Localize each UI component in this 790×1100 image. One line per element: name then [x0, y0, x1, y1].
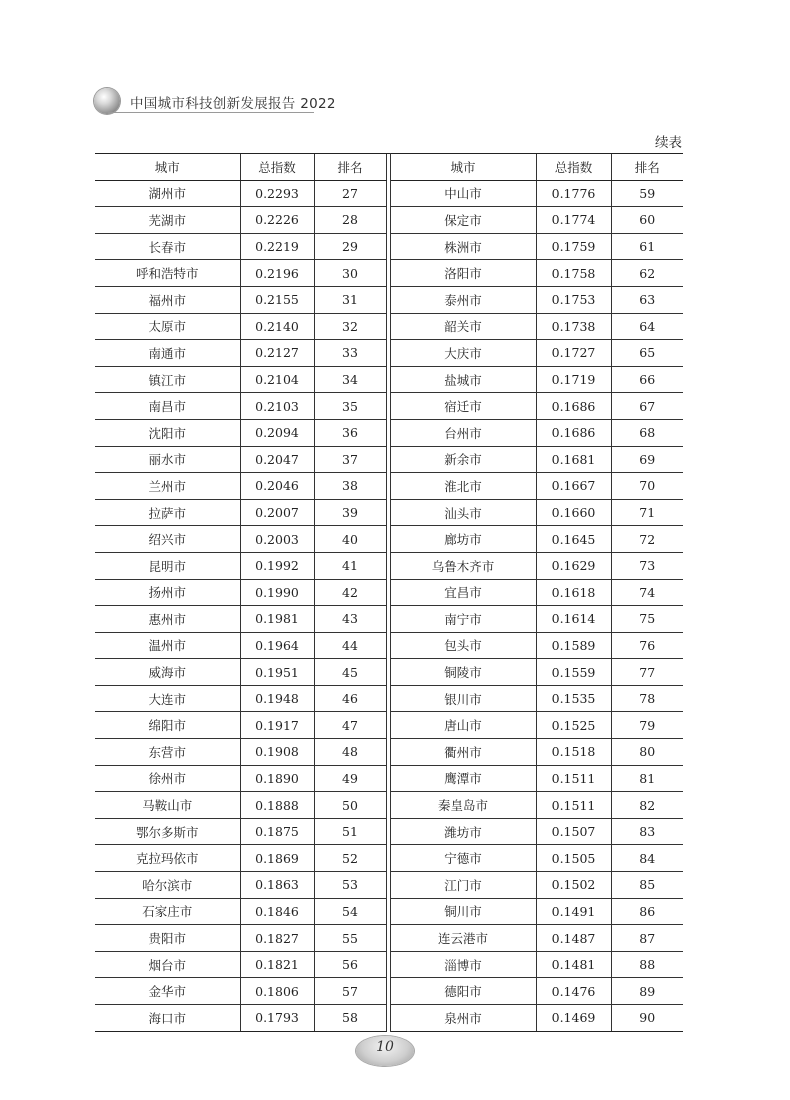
rank-cell: 66	[611, 366, 683, 393]
table-row	[95, 552, 683, 579]
rank-cell: 80	[611, 739, 683, 766]
index-cell: 0.1507	[536, 818, 611, 845]
column-header-city: 城市	[390, 154, 536, 181]
page-number-badge	[356, 1036, 414, 1066]
rank-cell: 67	[611, 393, 683, 420]
city-cell: 海口市	[95, 1005, 240, 1032]
rank-cell: 52	[314, 845, 386, 872]
table-row	[95, 792, 683, 819]
table-row	[95, 632, 683, 659]
city-cell: 淮北市	[390, 473, 536, 500]
index-cell: 0.1681	[536, 446, 611, 473]
index-cell: 0.1774	[536, 207, 611, 234]
index-cell: 0.1535	[536, 685, 611, 712]
column-header-index: 总指数	[240, 154, 314, 181]
continued-label: 续表	[655, 135, 682, 151]
city-cell: 汕头市	[390, 499, 536, 526]
rank-cell: 83	[611, 818, 683, 845]
rank-cell: 58	[314, 1005, 386, 1032]
index-cell: 0.1618	[536, 579, 611, 606]
city-cell: 马鞍山市	[95, 792, 240, 819]
index-cell: 0.1511	[536, 765, 611, 792]
table-row	[95, 579, 683, 606]
city-cell: 南通市	[95, 340, 240, 367]
index-cell: 0.2196	[240, 260, 314, 287]
city-cell: 石家庄市	[95, 898, 240, 925]
table-row	[95, 659, 683, 686]
index-cell: 0.1875	[240, 818, 314, 845]
rank-cell: 43	[314, 606, 386, 633]
rank-cell: 71	[611, 499, 683, 526]
city-cell: 泰州市	[390, 286, 536, 313]
rank-cell: 82	[611, 792, 683, 819]
city-cell: 东营市	[95, 739, 240, 766]
table-row	[95, 499, 683, 526]
index-cell: 0.1738	[536, 313, 611, 340]
index-cell: 0.1686	[536, 419, 611, 446]
rank-cell: 28	[314, 207, 386, 234]
table-row	[95, 473, 683, 500]
rank-cell: 74	[611, 579, 683, 606]
rank-cell: 75	[611, 606, 683, 633]
city-cell: 银川市	[390, 685, 536, 712]
city-cell: 徐州市	[95, 765, 240, 792]
city-cell: 中山市	[390, 180, 536, 207]
index-cell: 0.1948	[240, 685, 314, 712]
index-cell: 0.1990	[240, 579, 314, 606]
city-cell: 南宁市	[390, 606, 536, 633]
header-rule	[108, 112, 314, 113]
index-cell: 0.1589	[536, 632, 611, 659]
index-cell: 0.1793	[240, 1005, 314, 1032]
index-cell: 0.1525	[536, 712, 611, 739]
city-cell: 南昌市	[95, 393, 240, 420]
city-cell: 宁德市	[390, 845, 536, 872]
city-cell: 盐城市	[390, 366, 536, 393]
index-cell: 0.1759	[536, 233, 611, 260]
city-cell: 台州市	[390, 419, 536, 446]
table-row	[95, 419, 683, 446]
index-cell: 0.1719	[536, 366, 611, 393]
city-cell: 洛阳市	[390, 260, 536, 287]
index-cell: 0.1645	[536, 526, 611, 553]
city-cell: 新余市	[390, 446, 536, 473]
city-cell: 绵阳市	[95, 712, 240, 739]
report-title: 中国城市科技创新发展报告 2022	[130, 96, 336, 112]
city-cell: 长春市	[95, 233, 240, 260]
index-cell: 0.1518	[536, 739, 611, 766]
city-cell: 宜昌市	[390, 579, 536, 606]
city-cell: 秦皇岛市	[390, 792, 536, 819]
rank-cell: 44	[314, 632, 386, 659]
rank-cell: 36	[314, 419, 386, 446]
index-cell: 0.1686	[536, 393, 611, 420]
index-cell: 0.2140	[240, 313, 314, 340]
rank-cell: 63	[611, 286, 683, 313]
rank-cell: 81	[611, 765, 683, 792]
index-cell: 0.2226	[240, 207, 314, 234]
page-number: 10	[376, 1039, 394, 1055]
city-cell: 镇江市	[95, 366, 240, 393]
rank-cell: 41	[314, 552, 386, 579]
city-cell: 株洲市	[390, 233, 536, 260]
table-row	[95, 818, 683, 845]
city-cell: 韶关市	[390, 313, 536, 340]
index-cell: 0.1827	[240, 925, 314, 952]
table-row	[95, 978, 683, 1005]
rank-cell: 34	[314, 366, 386, 393]
city-cell: 大连市	[95, 685, 240, 712]
rank-cell: 39	[314, 499, 386, 526]
city-cell: 绍兴市	[95, 526, 240, 553]
table-row	[95, 340, 683, 367]
index-cell: 0.1667	[536, 473, 611, 500]
city-cell: 鄂尔多斯市	[95, 818, 240, 845]
column-header-index: 总指数	[536, 154, 611, 181]
rank-cell: 62	[611, 260, 683, 287]
rank-cell: 76	[611, 632, 683, 659]
city-cell: 铜川市	[390, 898, 536, 925]
table-row	[95, 606, 683, 633]
index-cell: 0.1727	[536, 340, 611, 367]
city-cell: 泉州市	[390, 1005, 536, 1032]
index-cell: 0.1559	[536, 659, 611, 686]
rank-cell: 50	[314, 792, 386, 819]
table-row	[95, 286, 683, 313]
city-cell: 拉萨市	[95, 499, 240, 526]
index-cell: 0.1776	[536, 180, 611, 207]
rank-cell: 53	[314, 872, 386, 899]
city-cell: 金华市	[95, 978, 240, 1005]
city-cell: 包头市	[390, 632, 536, 659]
city-cell: 贵阳市	[95, 925, 240, 952]
rank-cell: 35	[314, 393, 386, 420]
index-cell: 0.2046	[240, 473, 314, 500]
rank-cell: 64	[611, 313, 683, 340]
table-row	[95, 925, 683, 952]
table-row	[95, 446, 683, 473]
running-header	[94, 86, 336, 116]
rank-cell: 87	[611, 925, 683, 952]
rank-cell: 73	[611, 552, 683, 579]
rank-cell: 46	[314, 685, 386, 712]
table-row	[95, 712, 683, 739]
rank-cell: 59	[611, 180, 683, 207]
city-cell: 温州市	[95, 632, 240, 659]
index-cell: 0.1753	[536, 286, 611, 313]
table-row	[95, 233, 683, 260]
rank-cell: 65	[611, 340, 683, 367]
table-row	[95, 366, 683, 393]
city-cell: 威海市	[95, 659, 240, 686]
index-cell: 0.1476	[536, 978, 611, 1005]
city-cell: 衢州市	[390, 739, 536, 766]
table-row	[95, 207, 683, 234]
city-cell: 淄博市	[390, 951, 536, 978]
index-cell: 0.2103	[240, 393, 314, 420]
rank-cell: 51	[314, 818, 386, 845]
index-cell: 0.1888	[240, 792, 314, 819]
city-cell: 大庆市	[390, 340, 536, 367]
rank-cell: 54	[314, 898, 386, 925]
rank-cell: 84	[611, 845, 683, 872]
column-header-city: 城市	[95, 154, 240, 181]
rank-cell: 30	[314, 260, 386, 287]
index-cell: 0.1917	[240, 712, 314, 739]
rank-cell: 88	[611, 951, 683, 978]
table-row	[95, 898, 683, 925]
index-cell: 0.1806	[240, 978, 314, 1005]
rank-cell: 85	[611, 872, 683, 899]
index-cell: 0.1758	[536, 260, 611, 287]
index-cell: 0.1469	[536, 1005, 611, 1032]
index-cell: 0.2094	[240, 419, 314, 446]
table-row	[95, 393, 683, 420]
city-cell: 芜湖市	[95, 207, 240, 234]
ranking-table	[95, 153, 683, 1032]
rank-cell: 47	[314, 712, 386, 739]
rank-cell: 32	[314, 313, 386, 340]
city-cell: 哈尔滨市	[95, 872, 240, 899]
index-cell: 0.2219	[240, 233, 314, 260]
index-cell: 0.1964	[240, 632, 314, 659]
city-cell: 铜陵市	[390, 659, 536, 686]
table-row	[95, 685, 683, 712]
rank-cell: 27	[314, 180, 386, 207]
index-cell: 0.1821	[240, 951, 314, 978]
city-cell: 惠州市	[95, 606, 240, 633]
column-header-rank: 排名	[314, 154, 386, 181]
city-cell: 丽水市	[95, 446, 240, 473]
table-row	[95, 313, 683, 340]
city-cell: 潍坊市	[390, 818, 536, 845]
table-row	[95, 1005, 683, 1032]
table-row	[95, 872, 683, 899]
table-header-row	[95, 154, 683, 181]
rank-cell: 38	[314, 473, 386, 500]
table-row	[95, 739, 683, 766]
table-row	[95, 765, 683, 792]
rank-cell: 56	[314, 951, 386, 978]
index-cell: 0.1992	[240, 552, 314, 579]
rank-cell: 86	[611, 898, 683, 925]
sphere-logo-icon	[94, 88, 120, 114]
city-cell: 扬州市	[95, 579, 240, 606]
table-row	[95, 526, 683, 553]
table-row	[95, 260, 683, 287]
index-cell: 0.1614	[536, 606, 611, 633]
index-cell: 0.2155	[240, 286, 314, 313]
rank-cell: 90	[611, 1005, 683, 1032]
index-cell: 0.2047	[240, 446, 314, 473]
city-cell: 连云港市	[390, 925, 536, 952]
rank-cell: 29	[314, 233, 386, 260]
index-cell: 0.2104	[240, 366, 314, 393]
rank-cell: 45	[314, 659, 386, 686]
rank-cell: 78	[611, 685, 683, 712]
rank-cell: 55	[314, 925, 386, 952]
index-cell: 0.1505	[536, 845, 611, 872]
index-cell: 0.1487	[536, 925, 611, 952]
rank-cell: 77	[611, 659, 683, 686]
index-cell: 0.1481	[536, 951, 611, 978]
city-cell: 烟台市	[95, 951, 240, 978]
rank-cell: 48	[314, 739, 386, 766]
index-cell: 0.1491	[536, 898, 611, 925]
index-cell: 0.1502	[536, 872, 611, 899]
index-cell: 0.1908	[240, 739, 314, 766]
index-cell: 0.2003	[240, 526, 314, 553]
city-cell: 呼和浩特市	[95, 260, 240, 287]
table-row	[95, 180, 683, 207]
city-cell: 沈阳市	[95, 419, 240, 446]
index-cell: 0.2007	[240, 499, 314, 526]
city-cell: 太原市	[95, 313, 240, 340]
rank-cell: 69	[611, 446, 683, 473]
index-cell: 0.1869	[240, 845, 314, 872]
index-cell: 0.1846	[240, 898, 314, 925]
index-cell: 0.1629	[536, 552, 611, 579]
city-cell: 廊坊市	[390, 526, 536, 553]
rank-cell: 72	[611, 526, 683, 553]
city-cell: 兰州市	[95, 473, 240, 500]
rank-cell: 61	[611, 233, 683, 260]
rank-cell: 37	[314, 446, 386, 473]
index-cell: 0.1863	[240, 872, 314, 899]
city-cell: 昆明市	[95, 552, 240, 579]
rank-cell: 60	[611, 207, 683, 234]
city-cell: 克拉玛依市	[95, 845, 240, 872]
city-cell: 唐山市	[390, 712, 536, 739]
city-cell: 德阳市	[390, 978, 536, 1005]
rank-cell: 89	[611, 978, 683, 1005]
city-cell: 湖州市	[95, 180, 240, 207]
rank-cell: 31	[314, 286, 386, 313]
rank-cell: 79	[611, 712, 683, 739]
rank-cell: 70	[611, 473, 683, 500]
rank-cell: 42	[314, 579, 386, 606]
city-cell: 江门市	[390, 872, 536, 899]
index-cell: 0.2293	[240, 180, 314, 207]
rank-cell: 49	[314, 765, 386, 792]
rank-cell: 57	[314, 978, 386, 1005]
index-cell: 0.1890	[240, 765, 314, 792]
city-cell: 保定市	[390, 207, 536, 234]
index-cell: 0.1511	[536, 792, 611, 819]
table-row	[95, 951, 683, 978]
city-cell: 福州市	[95, 286, 240, 313]
rank-cell: 40	[314, 526, 386, 553]
column-header-rank: 排名	[611, 154, 683, 181]
index-cell: 0.1660	[536, 499, 611, 526]
city-cell: 乌鲁木齐市	[390, 552, 536, 579]
index-cell: 0.1951	[240, 659, 314, 686]
index-cell: 0.2127	[240, 340, 314, 367]
city-cell: 鹰潭市	[390, 765, 536, 792]
index-cell: 0.1981	[240, 606, 314, 633]
rank-cell: 33	[314, 340, 386, 367]
rank-cell: 68	[611, 419, 683, 446]
table-row	[95, 845, 683, 872]
city-cell: 宿迁市	[390, 393, 536, 420]
